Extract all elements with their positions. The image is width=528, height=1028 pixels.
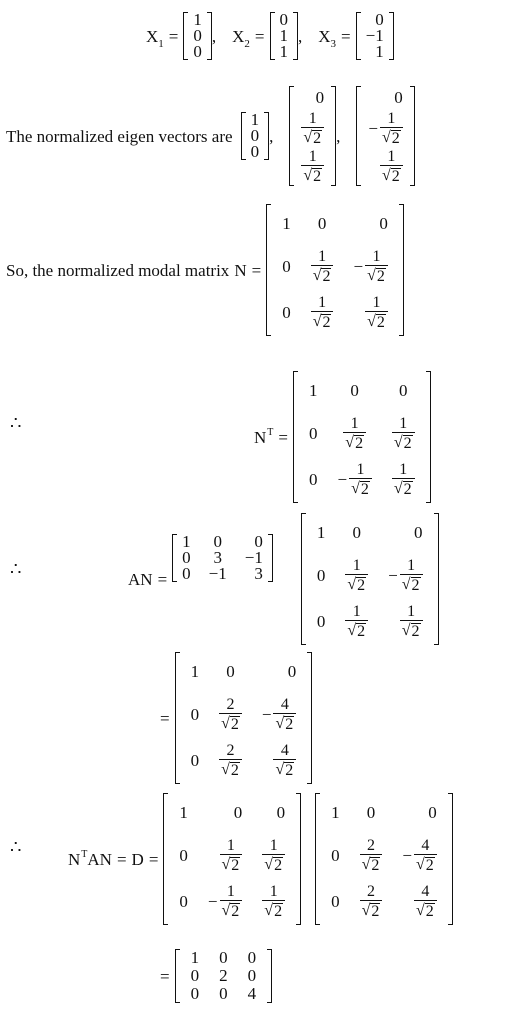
an-result-line: = 1 0 0 0 2 √ 2 − 4 √ 2 0 2 √ 2 4 √ 2	[160, 656, 312, 780]
x1-vector: 1 0 0	[183, 12, 212, 60]
modal-matrix-line: So, the normalized modal matrix N = 1 0 0 0 1 √ 2 − 1 √ 2 0 1 √ 2 1 √ 2	[6, 206, 404, 334]
normalized-vectors-text: The normalized eigen vectors are	[6, 126, 233, 146]
x1-label: $X_1$	[146, 26, 164, 50]
modal-matrix-text: So, the normalized modal matrix	[6, 260, 230, 280]
diagonal-matrix-d: 1 0 0 0 2 0 0 0 4	[175, 949, 273, 1003]
therefore-symbol-2: ∴	[10, 559, 22, 579]
ntan-label: $N^TAN$	[68, 848, 112, 869]
an-product-line: AN = 1 0 0 0 3 −1 0 −1 3 1 0 0 0 1 √ 2 − 1 √ 2 0 1 √ 2 1 √ 2	[128, 516, 439, 642]
diagonal-result-line: = 1 0 0 0 2 0 0 0 4	[160, 940, 272, 1012]
x3-vector: 0 −1 1	[356, 12, 394, 60]
a-matrix: 1 0 0 0 3 −1 0 −1 3	[172, 534, 273, 582]
normalized-vector-1: 1 0 0	[241, 112, 270, 160]
an-result-matrix: 1 0 0 0 2 √ 2 − 4 √ 2 0 2 √ 2 4 √ 2	[175, 652, 313, 784]
n-matrix-factor: 1 0 0 0 1 √ 2 − 1 √ 2 0 1 √ 2 1 √ 2	[301, 513, 439, 645]
modal-matrix-n: 1 0 0 0 1 √ 2 − 1 √ 2 0 1 √ 2 1 √ 2	[266, 204, 404, 336]
normalized-vector-3: 0 − 1 √ 2 1 √ 2	[356, 86, 414, 186]
therefore-symbol-1: ∴	[10, 413, 22, 433]
n-label: N	[234, 260, 247, 280]
nt-label: $N^T$	[254, 426, 274, 447]
transpose-matrix: 1 0 0 0 1 √ 2 1 √ 2 0 − 1 √ 2 1 √ 2	[293, 371, 431, 503]
x2-vector: 0 1 1	[270, 12, 299, 60]
normalized-vector-2: 0 1 √ 2 1 √ 2	[289, 86, 336, 186]
normalized-vectors-line: The normalized eigen vectors are 1 0 0 , 0 1 √ 2 1 √ 2 , 0 − 1 √ 2 1 √ 2	[6, 72, 415, 200]
eigenvectors-line: $X_1$ = 1 0 0 , $X_2$ = 0 1 1 , $X_3$ = 0 −1 1	[146, 6, 394, 66]
transpose-line: $N^T$ = 1 0 0 0 1 √ 2 1 √ 2 0 − 1 √ 2 1 √ 2	[254, 374, 431, 500]
therefore-symbol-3: ∴	[10, 837, 22, 857]
x3-label: $X_3$	[318, 26, 337, 50]
diagonal-line: $N^TAN$ = D = 1 0 0 0 1 √ 2 1 √ 2 0 − 1 √ 2 1 √ 2 1 0 0 0 2 √ 2 − 4 √ 2 0 2 √ 2 4 √ 2	[68, 796, 453, 922]
d-label: D	[131, 849, 144, 869]
equals-sign: =	[168, 26, 179, 46]
nt-matrix-factor: 1 0 0 0 1 √ 2 1 √ 2 0 − 1 √ 2 1 √ 2	[163, 793, 301, 925]
an-label: AN	[128, 569, 153, 589]
x2-label: $X_2$	[232, 26, 250, 50]
an-matrix-factor: 1 0 0 0 2 √ 2 − 4 √ 2 0 2 √ 2 4 √ 2	[315, 793, 453, 925]
